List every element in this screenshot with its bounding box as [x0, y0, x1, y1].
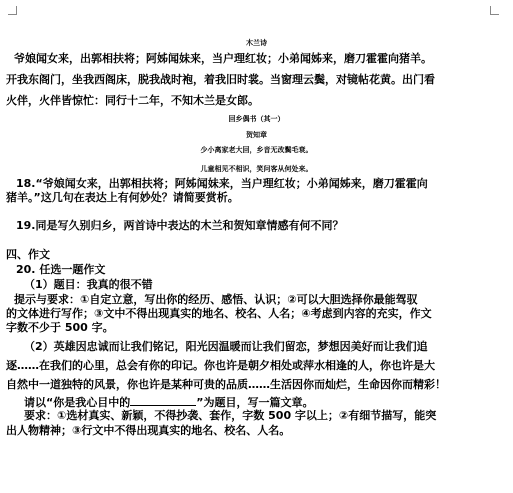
- poem1-title: 木兰诗: [246, 39, 267, 47]
- poem2-author: 贺知章: [246, 131, 267, 139]
- poem1-line: 爷娘闻女来，出郭相扶将；阿姊闻妹来，当户理红妆；小弟闻姊来，磨刀霍霍向猪羊。: [14, 52, 432, 65]
- topic2-prompt-end: ”为题目，写一篇文章。: [196, 396, 314, 409]
- poem2-title: 回乡偶书（其一）: [228, 115, 285, 123]
- topic2-req: 要求：①选材真实、新颖，不得抄袭、套作，字数 500 字以上；②有细节描写，能突: [24, 409, 437, 422]
- question-18-cont: 猪羊。”这几句在表达上有何妙处？请简要赏析。: [6, 191, 239, 204]
- poem2-line: 儿童相见不相识，笑问客从何处来。: [200, 165, 313, 173]
- topic1-req: 字数不少于 500 字。: [6, 321, 114, 334]
- topic1-req: 提示与要求：①自定立意，写出你的经历、感悟、认识；②可以大胆选择你最能驾驭: [14, 293, 418, 306]
- topic1-req: 的文体进行写作；③文中不得出现真实的地名、校名、人名；④考虑到内容的充实，作文: [6, 307, 432, 320]
- section-heading: 四、作文: [6, 248, 50, 261]
- topic1-title: （1）题目：我真的很不错: [24, 278, 153, 291]
- topic2-text: 自然中一道独特的风景，你也许是某种可贵的品质……生活因你而灿烂，生命因你而精彩！: [6, 378, 446, 391]
- topic2-text: （2）英雄因忠诚而让我们铭记，阳光因温暖而让我们留恋，梦想因美好而让我们追: [24, 340, 428, 353]
- poem2-line: 少小离家老大回，乡音无改鬓毛衰。: [200, 146, 313, 154]
- question-19: 19.同是写久别归乡，两首诗中表达的木兰和贺知章情感有何不同？: [16, 219, 344, 232]
- topic2-prompt-start: 请以“你是我心目中的: [24, 396, 131, 409]
- topic2-prompt: [24, 395, 313, 410]
- question-18: 18.“爷娘闻女来，出郭相扶将；阿姊闻妹来，当户理红妆；小弟闻姊来，磨刀霍霍向: [16, 177, 428, 190]
- question-20: 20. 任选一题作文: [16, 263, 106, 276]
- title-blank: [130, 395, 196, 406]
- poem1-line: 火伴，火伴皆惊忙：同行十二年，不知木兰是女郎。: [6, 94, 259, 107]
- poem1-line: 开我东阁门，坐我西阁床，脱我战时袍，着我旧时裳。当窗理云鬓，对镜帖花黄。出门看: [6, 73, 435, 86]
- topic2-text: 逐……在我们的心里，总会有你的印记。你也许是朝夕相处或萍水相逢的人，你也许是大: [6, 359, 435, 372]
- topic2-req: 出人物精神；③行文中不得出现真实的地名、校名、人名。: [6, 424, 291, 437]
